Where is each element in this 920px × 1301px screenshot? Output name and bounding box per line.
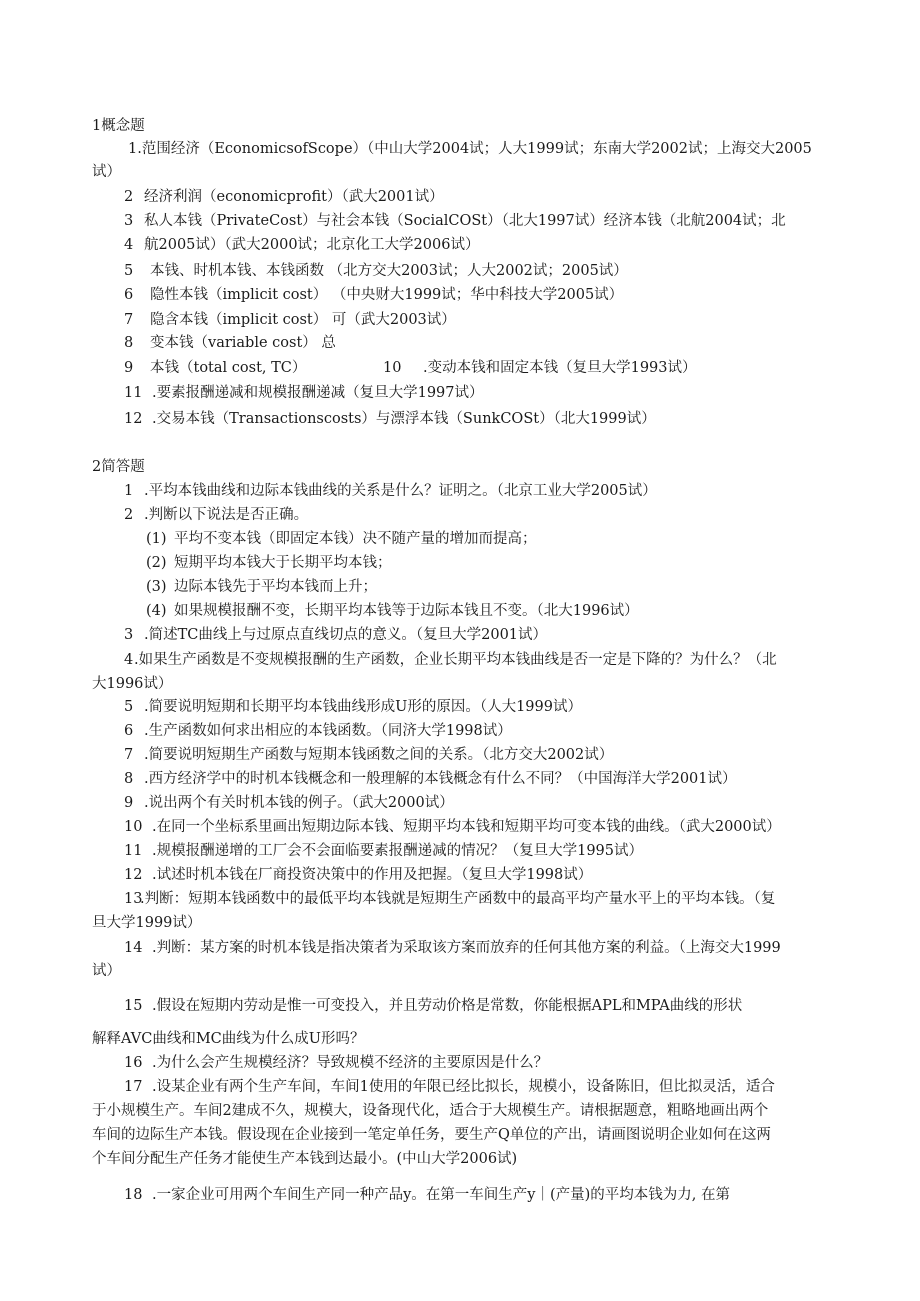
list-item-continuation: 旦大学1999试） (92, 915, 202, 931)
item-number: 3 (124, 213, 134, 229)
item-text: .一家企业可用两个车间生产同一种产品y。在第一车间生产y｜(产量)的平均本钱为力, 在第 (152, 1187, 731, 1203)
item-text: .如果生产函数是不变规模报酬的生产函数，企业长期平均本钱曲线是否一定是下降的？为什么？（北 (134, 652, 777, 668)
item-number: 11 (124, 385, 143, 401)
sub-item-number: (1) (146, 531, 167, 547)
item-number: 12 (124, 411, 143, 427)
item-number: 7 (124, 747, 134, 763)
item-text: .试述时机本钱在厂商投资决策中的作用及把握。（复旦大学1998试） (152, 867, 593, 883)
item-number: 5 (124, 263, 134, 279)
item-text: 私人本钱（PrivateCost）与社会本钱（SocialCOSt）（北大1997试）经济本钱（北航2004试；北 (144, 213, 786, 229)
sub-item (146, 577, 377, 597)
item-number: 11 (124, 843, 143, 859)
item-text: .设某企业有两个生产车间，车间1使用的年限已经比拟长，规模小，设备陈旧，但比拟灵活，适合 (152, 1079, 775, 1095)
item-text: .简述TC曲线上与过原点直线切点的意义。（复旦大学2001试） (144, 627, 548, 643)
list-item (124, 1077, 775, 1097)
list-item-continuation: 大1996试） (92, 676, 173, 692)
item-number: 5 (124, 699, 134, 715)
item-number: 13 (124, 891, 143, 907)
sub-item (146, 529, 537, 549)
list-item (124, 938, 781, 958)
item-number: 14 (124, 940, 143, 956)
item-number: 6 (124, 723, 134, 739)
item-text: 本钱（total cost, TC） (150, 360, 307, 376)
sub-item-number: (2) (146, 555, 167, 571)
list-item (124, 889, 775, 909)
item-number: 10 (124, 819, 143, 835)
item-number: 9 (124, 360, 134, 376)
list-item (124, 285, 623, 305)
item-text: 如果规模报酬不变，长期平均本钱等于边际本钱且不变。（北大1996试） (174, 603, 639, 619)
list-item (124, 187, 444, 207)
item-number: 6 (124, 287, 134, 303)
list-item (124, 697, 582, 717)
list-item-continuation: 个车间分配生产任务才能使生产本钱到达最小。(中山大学2006试) (92, 1151, 518, 1167)
list-item-continuation: 解释AVC曲线和MC曲线为什么成U形吗？ (92, 1031, 365, 1047)
item-text: .规模报酬递增的工厂会不会面临要素报酬递减的情况？（复旦大学1995试） (152, 843, 644, 859)
list-item (124, 358, 306, 378)
list-item (124, 650, 777, 670)
list-item (124, 721, 512, 741)
list-item-continuation: 于小规模生产。车间2建成不久，规模大，设备现代化，适合于大规模生产。请根据题意，粗略地画出两个 (92, 1103, 769, 1119)
item-number: 1 (124, 483, 134, 499)
sub-item-number: (3) (146, 579, 167, 595)
item-number: 15 (124, 998, 143, 1014)
list-item (124, 1053, 548, 1073)
item-text: 隐性本钱（implicit cost） （中央财大1999试；华中科技大学2005试） (150, 287, 624, 303)
list-item (124, 261, 628, 281)
item-text: .判断以下说法是否正确。 (144, 507, 309, 523)
item-text: 平均不变本钱（即固定本钱）决不随产量的增加而提高； (174, 531, 537, 547)
item-text: .判断：某方案的时机本钱是指决策者为采取该方案而放弃的任何其他方案的利益。（上海交大1999 (152, 940, 781, 956)
list-item (124, 793, 454, 813)
list-item-continuation: 试） (92, 963, 121, 979)
list-item (124, 996, 742, 1016)
list-item (124, 409, 656, 429)
item-number: 9 (124, 795, 134, 811)
item-text: .变动本钱和固定本钱（复旦大学1993试） (423, 360, 697, 376)
list-item (124, 211, 786, 231)
list-item (124, 625, 547, 645)
list-item (124, 841, 643, 861)
item-text: 隐含本钱（implicit cost） 可（武大2003试） (150, 312, 456, 328)
list-item-continuation: 试） (92, 164, 121, 180)
item-text: .假设在短期内劳动是惟一可变投入，并且劳动价格是常数，你能根据APL和MPA曲线的形状 (152, 998, 743, 1014)
list-item (124, 745, 613, 765)
sub-item-number: (4) (146, 603, 167, 619)
item-text: 边际本钱先于平均本钱而上升； (174, 579, 377, 595)
item-text: .简要说明短期和长期平均本钱曲线形成U形的原因。（人大1999试） (144, 699, 582, 715)
section-heading: 1概念题 (92, 118, 145, 134)
item-text: 变本钱（variable cost） 总 (150, 335, 336, 351)
item-number: 2 (124, 189, 134, 205)
item-text: .在同一个坐标系里画出短期边际本钱、短期平均本钱和短期平均可变本钱的曲线。（武大2000试） (152, 819, 781, 835)
list-item (124, 769, 737, 789)
item-number: 17 (124, 1079, 143, 1095)
item-number: 8 (124, 771, 134, 787)
item-number: 18 (124, 1187, 143, 1203)
list-item (124, 505, 308, 525)
item-text: .简要说明短期生产函数与短期本钱函数之间的关系。（北方交大2002试） (144, 747, 614, 763)
item-text: 本钱、时机本钱、本钱函数 （北方交大2003试；人大2002试；2005试） (150, 263, 628, 279)
list-item (124, 817, 781, 837)
item-text: .判断：短期本钱函数中的最低平均本钱就是短期生产函数中的最高平均产量水平上的平均本钱。（复 (140, 891, 776, 907)
list-item (124, 865, 592, 885)
item-number: 4 (124, 237, 134, 253)
item-text: .要素报酬递减和规模报酬递减（复旦大学1997试） (152, 385, 484, 401)
item-text: 航2005试）（武大2000试；北京化工大学2006试） (144, 237, 480, 253)
item-number: 8 (124, 335, 134, 351)
item-number: 2 (124, 507, 134, 523)
list-item (383, 358, 697, 378)
item-number: 12 (124, 867, 143, 883)
item-text: .说出两个有关时机本钱的例子。（武大2000试） (144, 795, 454, 811)
list-item (124, 383, 484, 403)
list-item (124, 310, 456, 330)
item-number: 7 (124, 312, 134, 328)
list-item-continuation: 车间的边际生产本钱。假设现在企业接到一笔定单任务，要生产Q单位的产出，请画图说明企业如何在这两 (92, 1127, 771, 1143)
item-text: .交易本钱（Transactionscosts）与漂浮本钱（SunkCOSt）（北大1999试） (152, 411, 656, 427)
item-text: .平均本钱曲线和边际本钱曲线的关系是什么？证明之。（北京工业大学2005试） (144, 483, 657, 499)
item-text: 经济利润（economicprofit）（武大2001试） (144, 189, 444, 205)
sub-item (146, 553, 392, 573)
item-text: 短期平均本钱大于长期平均本钱； (174, 555, 392, 571)
item-number: 4 (124, 652, 134, 668)
item-number: 16 (124, 1055, 143, 1071)
item-number: 10 (383, 360, 402, 376)
item-text: .西方经济学中的时机本钱概念和一般理解的本钱概念有什么不同？（中国海洋大学2001试） (144, 771, 737, 787)
list-item (124, 235, 479, 255)
sub-item (146, 601, 639, 621)
item-number: 3 (124, 627, 134, 643)
list-item: 1.范围经济（EconomicsofScope）（中山大学2004试；人大1999试；东南大学2002试；上海交大2005 (128, 141, 812, 157)
list-item (124, 481, 657, 501)
item-text: .为什么会产生规模经济？导致规模不经济的主要原因是什么？ (152, 1055, 549, 1071)
item-text: .生产函数如何求出相应的本钱函数。（同济大学1998试） (144, 723, 512, 739)
list-item (124, 1185, 730, 1205)
list-item (124, 333, 336, 353)
section-heading: 2简答题 (92, 459, 145, 475)
